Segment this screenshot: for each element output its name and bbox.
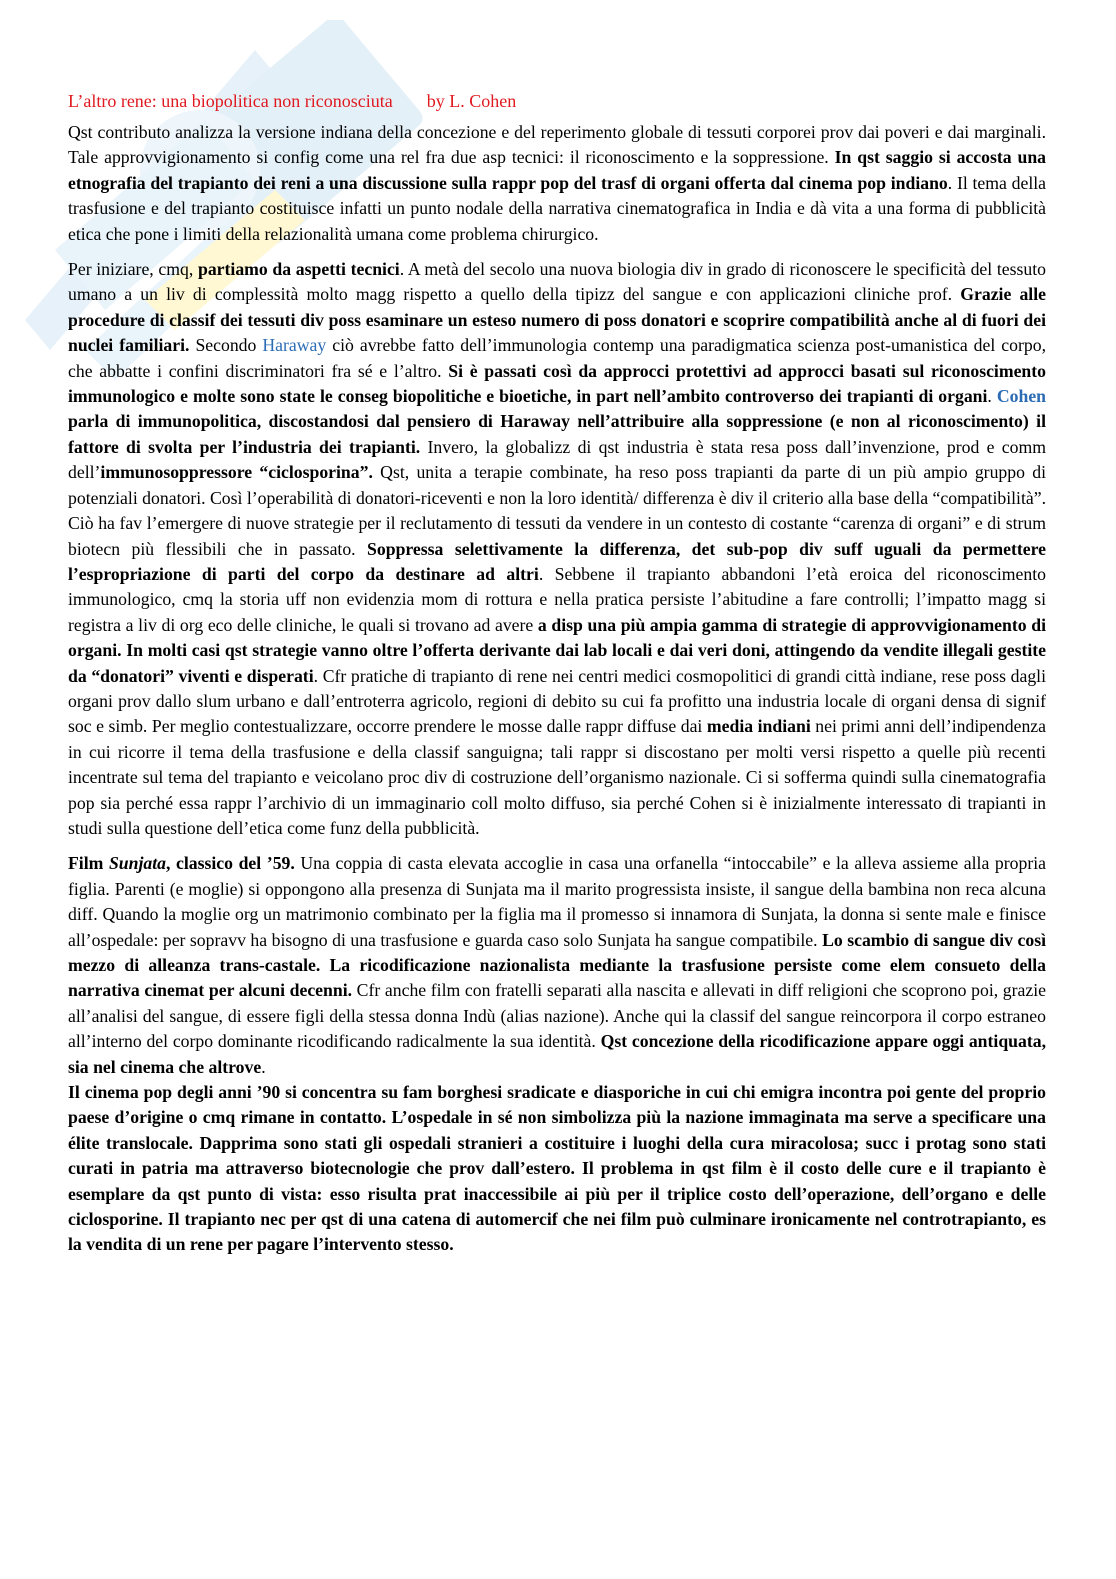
paragraph-cinema-90s: Il cinema pop degli anni ’90 si concentra su fam borghesi sradicate e diasporiche in cui chi emigra incontra poi gente del proprio paese d’origine o cmq rimane in contatto. L’ospedale in sé non simbolizza più la nazione immaginata ma serve a specificare una élite translocale. Dapprima sono stati gli ospedali stranieri a costituire i luoghi della cura miracolosa; succ i protag sono stati curati in patria ma attraverso biotecnologie che prov dall’estero. Il problema in qst film è il costo delle cure e il trapianto è esemplare da qst punto di vista: esso risulta prat inaccessibile ai più per il triplice costo dell’operazione, dell’organo e delle ciclosporine. Il trapianto nec per qst di una catena di automercif che nei film può culminare ironicamente nel controtrapianto, es la vendita di un rene per pagare l’intervento stesso.	[68, 1082, 1046, 1255]
paragraph-introduction: Qst contributo analizza la versione indiana della concezione e del reperimento globale di tessuti corporei prov dai poveri e dai marginali. Tale approvvigionamento si config come una rel fra due asp tecnici: il riconoscimento e la soppressione. In qst saggio si accosta una etnografia del trapianto dei reni a una discussione sulla rappr pop del trasf di organi offerta dal cinema pop indiano. Il tema della trasfusione e del trapianto costituisce infatti un punto nodale della narrativa cinematografica in India e dà vita a una forma di pubblicità etica che pone i limiti della relazionalità umana come problema chirurgico.	[68, 122, 1046, 244]
name-cohen: Cohen	[996, 386, 1047, 407]
document-body	[68, 86, 1046, 1268]
title-text: L’altro rene: una biopolitica non riconosciuta	[68, 91, 393, 111]
paragraph-technical-aspects: Per iniziare, cmq, partiamo da aspetti tecnici. A metà del secolo una nuova biologia div in grado di riconoscere le specificità del tessuto umano a un liv di complessità molto magg rispetto a quello della tipizz del sangue e con applicazioni cliniche prof. Grazie alle procedure di classif dei tessuti div poss esaminare un esteso numero di poss donatori e scoprire compatibilità anche al di fuori dei nuclei familiari. Secondo Haraway ciò avrebbe fatto dell’immunologia contemp una paradigmatica scienza post-umanistica del corpo, che abbatte i confini discriminatori fra sé e l’altro. Si è passati così da approcci protettivi ad approcci basati sul riconoscimento immunologico e molte sono state le conseg biopolitiche e bioetiche, in part nell’ambito controverso dei trapianti di organi. Cohen parla di immunopolitica, discostandosi dal pensiero di Haraway nell’attribuire alla soppressione (e non al riconoscimento) il fattore di svolta per l’industria dei trapianti. Invero, la globalizz di qst industria è stata resa poss dall’invenzione, prod e comm dell’immunosoppressore “ciclosporina”. Qst, unita a terapie combinate, ha reso poss trapianti da parte di un più ampio gruppo di potenziali donatori. Così l’operabilità di donatori-riceventi e non la loro identità/ differenza è div il criterio alla base della “compatibilità”. Ciò ha fav l’emergere di nuove strategie per il reclutamento di tessuti da vendere in un contesto di costante “carenza di organi” e di strum biotecn più flessibili che in passato. Soppressa selettivamente la differenza, det sub-pop div suff uguali da permettere l’espropriazione di parti del corpo da destinare ad altri. Sebbene il trapianto abbandoni l’età eroica del riconoscimento immunologico, cmq la storia uff non evidenzia mom di rottura e nella pratica persiste l’abitudine a fare controlli; l’impatto magg si registra a liv di org eco delle cliniche, le quali si trovano ad avere a disp una più ampia gamma di strategie di approvvigionamento di organi. In molti casi qst strategie vanno oltre l’offerta derivante dai lab locali e dai veri doni, attingendo da vendite illegali gestite da “donatori” viventi e disperati. Cfr pratiche di trapianto di rene nei centri medici cosmopolitici di grandi città indiane, rese poss dagli organi prov dallo slum urbano e dall’entroterra agricolo, regioni di debito su cui fa profitto una industria locale di organi densa di signif soc e simb. Per meglio contestualizzare, occorre prendere le mosse dalle rappr diffuse dai media indiani nei primi anni dell’indipendenza in cui ricorre il tema della trasfusione e della classif sanguigna; tali rappr si discostano per molti versi rispetto a quelle più recenti incentrate sul tema del trapianto e veicolano proc div di costruzione dell’organismo nazionale. Ci si sofferma quindi sulla cinematografia pop sia perché essa rappr l’archivio di un immaginario coll molto diffuso, sia perché Cohen si è inizialmente interessato di trapianti in studi sulla questione dell’etica come funz della pubblicità.	[68, 259, 1047, 838]
paragraph-film-sunjata: Film Sunjata, classico del ’59. Una coppia di casta elevata accoglie in casa una orfanella “intoccabile” e la alleva assieme alla propria figlia. Parenti (e moglie) si oppongono alla presenza di Sunjata ma il marito progressista insiste, il sangue della bambina non reca alcuna diff. Quando la moglie org un matrimonio combinato per la figlia ma il promesso si innamora di Sunjata, la donna si sente male e finisce all’ospedale: per sopravv ha bisogno di una trasfusione e guarda caso solo Sunjata ha sangue compatibile. Lo scambio di sangue div così mezzo di alleanza trans-castale. La ricodificazione nazionalista mediante la trasfusione persiste come elem consueto della narrativa cinemat per alcuni decenni. Cfr anche film con fratelli separati alla nascita e allevati in diff religioni che scoprono poi, grazie all’analisi del sangue, di essere figli della stessa donna Indù (alias nazione). Anche qui la classif del sangue reincorpora il corpo estraneo all’interno del corpo dominante ricodificando radicalmente la sua identità. Qst concezione della ricodificazione appare oggi antiquata, sia nel cinema che altrove.	[68, 853, 1047, 1077]
author-byline: by L. Cohen	[426, 91, 517, 111]
name-haraway: Haraway	[262, 335, 327, 356]
document-title	[68, 86, 1046, 116]
